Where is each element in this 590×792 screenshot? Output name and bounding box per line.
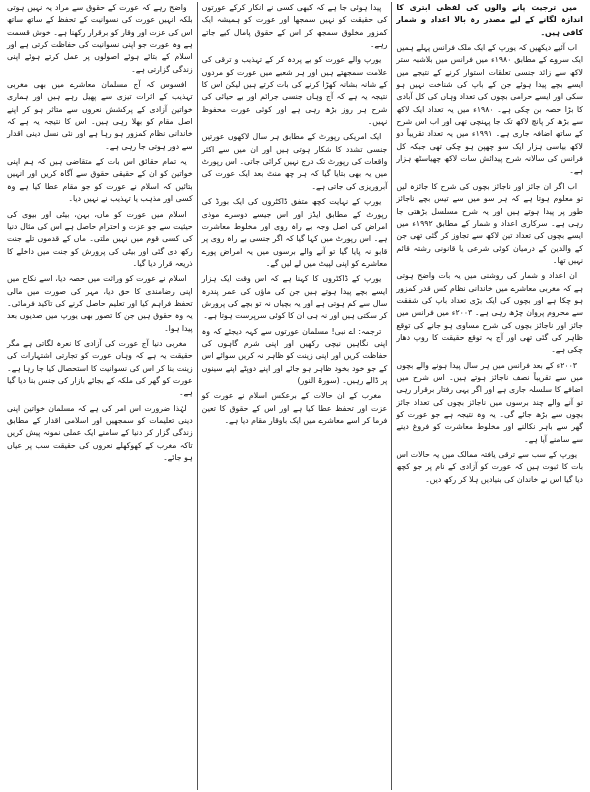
paragraph: پیدا ہوئی جا ہے کہ کبھی کسی نے انکار کرکے عورتوں کی حقیقت کو نہیں سمجھا اور عورت کو ہمیشہ ایک کمزور مخلوق سمجھ کر اس کے حقوق پامال کیے جاتے رہے۔	[201, 3, 388, 50]
paragraph: واضح رہے کہ عورت کے حقوق سے مراد یہ نہیں ہوتی بلکہ انہیں عورت کی نسوانیت کے تحفظ کے ساتھ ساتھ اس کی عزت اور وقار کو برقرار رکھنا ہے۔ خوش قسمت ہے وہ عورت جو اپنی نسوانیت کی حفاظت کرتی ہے اور اسلام کے بتائے ہوئے اصولوں پر عمل کرتے ہوئے اپنی زندگی گزارتی ہے۔	[7, 3, 193, 74]
paragraph: یورپ کے ڈاکٹروں کا کہنا ہے کہ اس وقت ایک ہزار ایسے بچے پیدا ہوتے ہیں جن کی ماؤں کی عمر پندرہ سال سے کم ہوتی ہے اور یہ بچیاں نہ تو بچے کی پرورش کر سکتی ہیں اور نہ ہی ان کا کوئی سرپرست ہوتا ہے۔	[201, 274, 388, 321]
paragraph: یہ تمام حقائق اس بات کے متقاضی ہیں کہ ہم اپنی خواتین کو ان کے حقیقی حقوق سے آگاہ کریں اور انہیں بتائیں کہ اسلام نے عورت کو جو مقام عطا کیا ہے وہ کسی اور مذہب یا تہذیب نے نہیں دیا۔	[7, 157, 193, 204]
paragraph: مغرب کے ان حالات کے برعکس اسلام نے عورت کو عزت اور تحفظ عطا کیا ہے اور اس کے حقوق کا تعین فرما کر اسے معاشرے میں ایک باوقار مقام دیا ہے۔	[201, 391, 388, 425]
paragraph: اب آئیے دیکھیں کہ یورپ کے ایک ملک فرانس پہلے ہمیں ایک سروے کے مطابق ۱۹۸۰ء میں فرانس میں بلاشبہ ستر لاکھ سے زائد جنسی تعلقات استوار کرنے کے نتیجے میں ایسے بچے پیدا ہوئے جن کے باپ کی شناخت نہیں ہو سکی اور ایسے حرامی بچوں کی تعداد وہاں کی کل آبادی کا بڑا حصہ بن چکی ہے۔ ۱۹۸۰ء میں یہ تعداد ایک لاکھ سے بڑھ کر پانچ لاکھ تک جا پہنچی تھی اور اب اس شرح کے ساتھ اضافہ جاری ہے۔ ۱۹۹۱ء میں یہ تعداد تقریباً دو لاکھ بیاسی ہزار ایک سو چھپن ہو چکی تھی جبکہ کل فرانس کی سالانہ شرح پیدائش سات لاکھ چھیاسٹھ ہزار ہے۔	[396, 43, 583, 176]
text-column-right	[392, 2, 587, 790]
paragraph: ۲۰۰۳ء کے بعد فرانس میں ہر سال پیدا ہونے والے بچوں میں سے تقریباً نصف ناجائز ہوتے ہیں۔ اس شرح میں اضافے کا سلسلہ جاری ہے اور اگر یہی رفتار برقرار رہی تو آنے والے چند برسوں میں ناجائز بچوں کی تعداد جائز بچوں سے بڑھ جائے گی۔ یہ وہ نتیجہ ہے جو عورت کو گھر سے باہر نکالنے اور مخلوط معاشرت کو فروغ دینے سے سامنے آیا ہے۔	[396, 360, 583, 444]
paragraph: ان اعداد و شمار کی روشنی میں یہ بات واضح ہوتی ہے کہ مغربی معاشرے میں خاندانی نظام کس قدر کمزور ہو چکا ہے اور بچوں کی ایک بڑی تعداد باپ کی شفقت سے محروم پروان چڑھ رہی ہے۔ ۲۰۰۳ء میں فرانس میں جائز اور ناجائز بچوں کی شرح مساوی ہو جانے کی توقع ظاہر کی گئی تھی اور آج یہ توقع حقیقت کا روپ دھار چکی ہے۔	[396, 271, 584, 355]
paragraph: میں ترجیت پانے والوں کی لفظی ابتری کا اندازہ لگانے کے لیے مصدر رہ بالا اعداد و شمار کافی ہیں۔	[396, 3, 583, 37]
paragraph: یورپ والے عورت کو بے پردہ کر کے تہذیب و ترقی کی علامت سمجھتے ہیں اور ہر شعبے میں عورت کو مردوں کے شانہ بشانہ کھڑا کرنے کی بات کرتے ہیں لیکن اس کا نتیجہ یہ ہے کہ آج وہاں جنسی جرائم اور بے حیائی کی شرح ہر روز بڑھ رہی ہے اور کوئی عورت محفوظ نہیں۔	[201, 55, 388, 127]
paragraph: یورپ کے سب سے ترقی یافتہ ممالک میں یہ حالات اس بات کا ثبوت ہیں کہ عورت کو آزادی کے نام پر جو کچھ دیا گیا اس نے خاندان کی بنیادیں ہلا کر رکھ دیں۔	[396, 450, 583, 484]
paragraph: اسلام میں عورت کو ماں، بہن، بیٹی اور بیوی کی حیثیت سے جو عزت و احترام حاصل ہے اس کی مثال دنیا کی کسی قوم میں نہیں ملتی۔ ماں کے قدموں تلے جنت رکھ دی گئی اور بیٹی کی پرورش کو جنت میں داخلے کا ذریعہ قرار دیا گیا۔	[7, 209, 193, 268]
text-column-middle	[198, 2, 393, 790]
paragraph: اب اگر ان جائز اور ناجائز بچوں کی شرح کا جائزہ لیں تو معلوم ہوتا ہے کہ ہر سو میں سے تیس بچے ناجائز طور پر پیدا ہوتے ہیں اور یہ شرح مسلسل بڑھتی جا رہی ہے۔ سرکاری اعداد و شمار کے مطابق ۱۹۹۲ء میں ایسے بچوں کی تعداد تین لاکھ سے تجاوز کر گئی تھی جن کے والدین کے درمیان کوئی شرعی یا قانونی رشتہ قائم نہیں تھا۔	[396, 181, 583, 265]
paragraph: اسلام نے عورت کو وراثت میں حصہ دیا، اسے نکاح میں اپنی رضامندی کا حق دیا، مہر کی صورت میں مالی تحفظ فراہم کیا اور تعلیم حاصل کرنے کی تاکید فرمائی۔ یہ وہ حقوق ہیں جن کا تصور بھی یورپ میں صدیوں بعد پیدا ہوا۔	[7, 274, 193, 333]
text-column-left	[3, 2, 198, 790]
paragraph: لہٰذا ضرورت اس امر کی ہے کہ مسلمان خواتین اپنی دینی تعلیمات کو سمجھیں اور اسلامی اقدار کے مطابق زندگی گزار کر دنیا کے سامنے ایک عملی نمونہ پیش کریں تاکہ مغرب کے کھوکھلے نعروں کی حقیقت سب پر عیاں ہو جائے۔	[7, 403, 193, 463]
paragraph: افسوس کہ آج مسلمان معاشرے میں بھی مغربی تہذیب کے اثرات تیزی سے پھیل رہے ہیں اور ہماری خواتین آزادی کے پرکشش نعروں سے متاثر ہو کر اپنے اصل مقام کو بھلا رہی ہیں۔ اس کا نتیجہ یہ ہے کہ خاندانی نظام کمزور ہو رہا ہے اور نئی نسل دینی اقدار سے دور ہوتی جا رہی ہے۔	[7, 80, 193, 151]
paragraph: مغربی دنیا آج عورت کی آزادی کا نعرہ لگاتی ہے مگر حقیقت یہ ہے کہ وہاں عورت کو تجارتی اشتہارات کی زینت بنا کر اس کی نسوانیت کا استحصال کیا جا رہا ہے۔ عورت کو گھر کی ملکہ کے بجائے بازار کی جنس بنا دیا گیا ہے۔	[7, 338, 193, 398]
quote-paragraph: ترجمہ: اے نبی! مسلمان عورتوں سے کہہ دیجئے کہ وہ اپنی نگاہیں نیچی رکھیں اور اپنی شرم گاہوں کی حفاظت کریں اور اپنی زینت کو ظاہر نہ کریں سوائے اس کے جو خود بخود ظاہر ہو جائے اور اپنے دوپٹے اپنے سینوں پر ڈالے رہیں۔ (سورۃ النور)	[201, 326, 388, 385]
paragraph: ایک امریکی رپورٹ کے مطابق ہر سال لاکھوں عورتیں جنسی تشدد کا شکار ہوتی ہیں اور ان میں سے اکثر واقعات کی رپورٹ تک درج نہیں کرائی جاتی۔ اس رپورٹ میں یہ بھی بتایا گیا کہ ہر چھ منٹ بعد ایک عورت کی آبروریزی کی جاتی ہے۔	[201, 132, 388, 191]
paragraph: یورپ کے نہایت کچھ متفق ڈاکٹروں کی ایک بورڈ کی رپورٹ کے مطابق ایڈز اور اس جیسے دوسرے موذی امراض کی اصل وجہ بے راہ روی اور مخلوط معاشرت ہے۔ اس رپورٹ میں کہا گیا کہ اگر جنسی بے راہ روی پر قابو نہ پایا گیا تو آنے والے برسوں میں یہ امراض پورے معاشرے کو اپنی لپیٹ میں لے لیں گے۔	[201, 197, 388, 268]
